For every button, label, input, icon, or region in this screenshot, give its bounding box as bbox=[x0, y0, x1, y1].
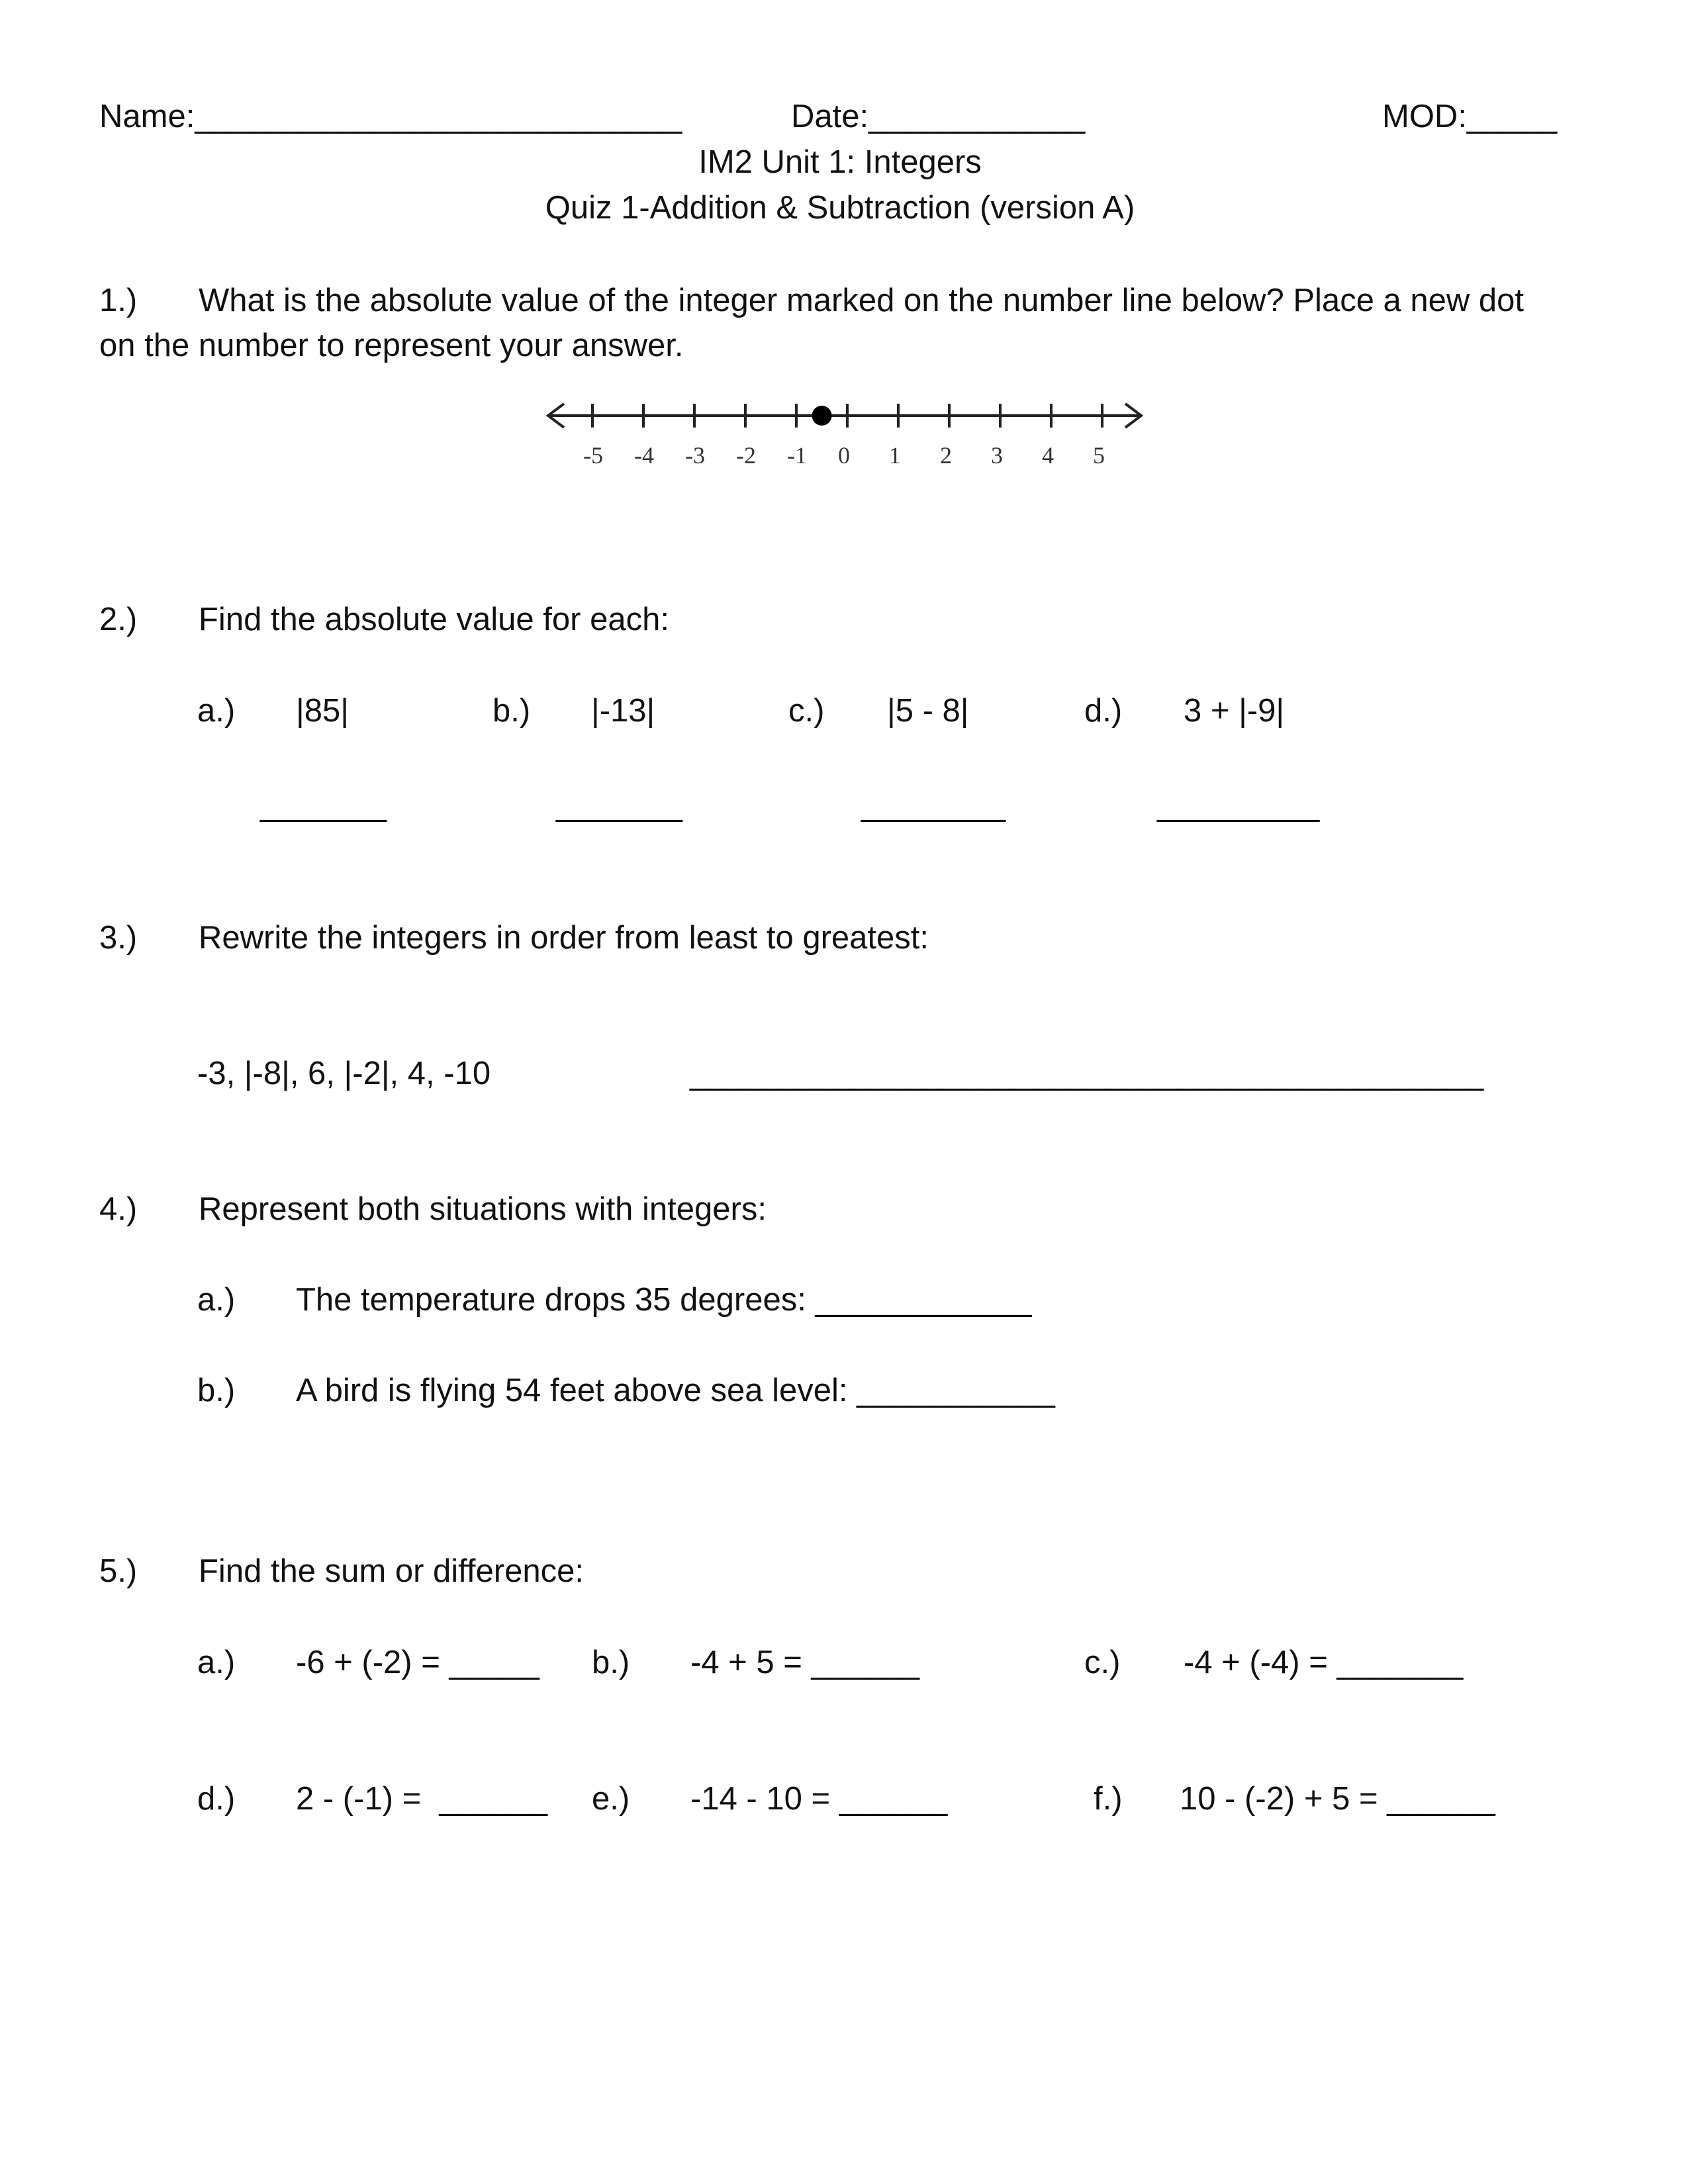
q5-number: 5.) bbox=[99, 1553, 138, 1589]
q5d-expr[interactable]: 2 - (-1) = ______ bbox=[296, 1781, 547, 1817]
q2d-label: d.) bbox=[1084, 693, 1123, 729]
name-field[interactable]: Name:___________________________ bbox=[99, 99, 682, 134]
number-line-label: -2 bbox=[736, 442, 756, 469]
q2b-label: b.) bbox=[492, 693, 531, 729]
date-field[interactable]: Date:____________ bbox=[791, 99, 1086, 134]
quiz-subtitle: Quiz 1-Addition & Subtraction (version A) bbox=[545, 190, 1135, 226]
q4b-text[interactable]: A bird is flying 54 feet above sea level: ___________ bbox=[296, 1373, 1055, 1408]
q4b-label: b.) bbox=[197, 1373, 236, 1408]
q2c-answer-blank[interactable]: ________ bbox=[861, 787, 1006, 823]
q3-answer-blank[interactable]: ____________________________________________ bbox=[690, 1056, 1484, 1091]
q4a-label: a.) bbox=[197, 1282, 236, 1318]
q2-number: 2.) bbox=[99, 602, 138, 637]
q5a-expr[interactable]: -6 + (-2) = _____ bbox=[296, 1645, 539, 1680]
q5f-label: f.) bbox=[1094, 1781, 1123, 1817]
number-line-label: 3 bbox=[991, 442, 1003, 469]
q1-text-line2: on the number to represent your answer. bbox=[99, 328, 684, 363]
number-line-label: -1 bbox=[787, 442, 807, 469]
q5b-expr[interactable]: -4 + 5 = ______ bbox=[690, 1645, 920, 1680]
mod-field[interactable]: MOD:_____ bbox=[1382, 99, 1558, 134]
q2d-expr: 3 + |-9| bbox=[1184, 693, 1285, 729]
number-line-label: 4 bbox=[1042, 442, 1054, 469]
q2c-label: c.) bbox=[788, 693, 825, 729]
number-line-label: -5 bbox=[583, 442, 603, 469]
q3-prompt: Rewrite the integers in order from least to greatest: bbox=[199, 920, 929, 956]
q3-integer-list: -3, |-8|, 6, |-2|, 4, -10 bbox=[197, 1056, 491, 1091]
number-line-label: 2 bbox=[940, 442, 952, 469]
q1-text-line1: What is the absolute value of the integer marked on the number line below? Place a new dot bbox=[199, 283, 1524, 318]
quiz-title: IM2 Unit 1: Integers bbox=[698, 144, 982, 180]
q2b-answer-blank[interactable]: _______ bbox=[556, 787, 682, 823]
q5a-label: a.) bbox=[197, 1645, 236, 1680]
q5d-label: d.) bbox=[197, 1781, 236, 1817]
q5b-label: b.) bbox=[592, 1645, 630, 1680]
q2a-label: a.) bbox=[197, 693, 236, 729]
q5f-expr[interactable]: 10 - (-2) + 5 = ______ bbox=[1180, 1781, 1495, 1817]
q2-prompt: Find the absolute value for each: bbox=[199, 602, 669, 637]
q5e-label: e.) bbox=[592, 1781, 630, 1817]
number-line-svg bbox=[0, 0, 1688, 503]
q4-prompt: Represent both situations with integers: bbox=[199, 1191, 767, 1227]
q5-prompt: Find the sum or difference: bbox=[199, 1553, 584, 1589]
q5c-label: c.) bbox=[1084, 1645, 1121, 1680]
number-line-label: 0 bbox=[838, 442, 850, 469]
q5e-expr[interactable]: -14 - 10 = ______ bbox=[690, 1781, 948, 1817]
number-line-label: -4 bbox=[634, 442, 654, 469]
q1-number: 1.) bbox=[99, 283, 138, 318]
q4-number: 4.) bbox=[99, 1191, 138, 1227]
q2a-answer-blank[interactable]: _______ bbox=[260, 787, 387, 823]
number-line-label: 1 bbox=[889, 442, 901, 469]
q2a-expr: |85| bbox=[296, 693, 349, 729]
q5c-expr[interactable]: -4 + (-4) = _______ bbox=[1184, 1645, 1464, 1680]
q2b-expr: |-13| bbox=[591, 693, 655, 729]
q3-number: 3.) bbox=[99, 920, 138, 956]
number-line-label: 5 bbox=[1093, 442, 1105, 469]
number-line-label: -3 bbox=[685, 442, 705, 469]
q4a-text[interactable]: The temperature drops 35 degrees: ____________ bbox=[296, 1282, 1032, 1318]
marked-point bbox=[812, 406, 832, 426]
q2c-expr: |5 - 8| bbox=[887, 693, 969, 729]
q2d-answer-blank[interactable]: _________ bbox=[1157, 787, 1320, 823]
